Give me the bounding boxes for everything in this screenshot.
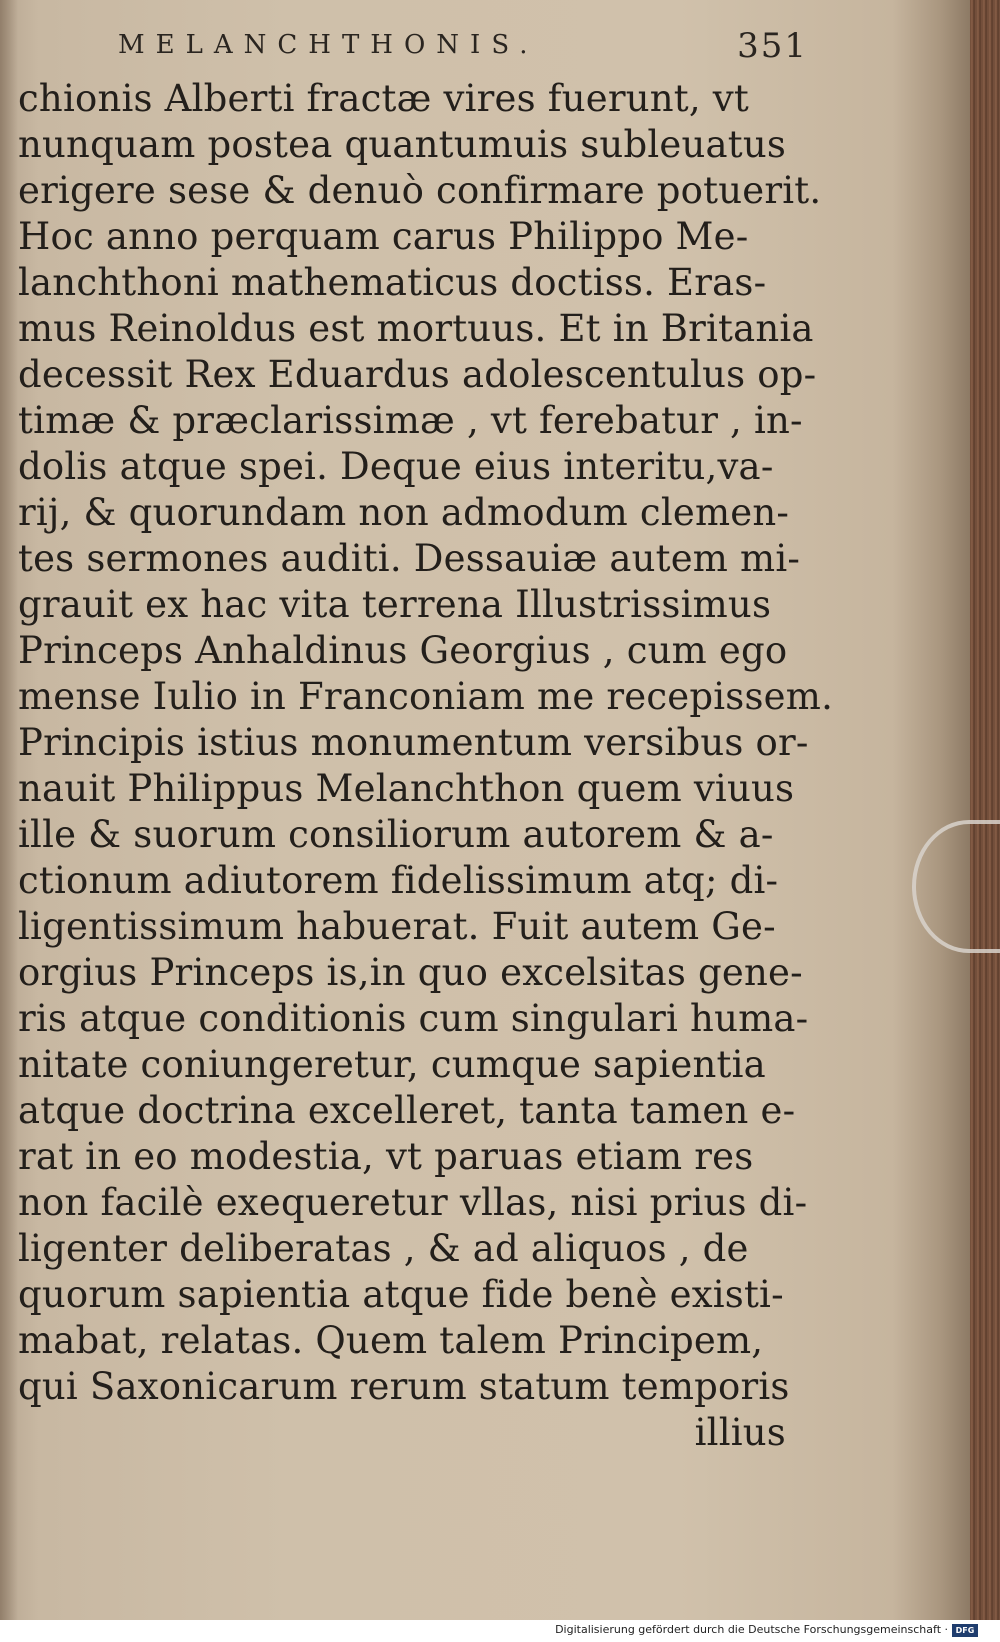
text-line: lanchthoni mathematicus doctiss. Eras- [18, 261, 767, 304]
gutter-shadow [0, 0, 18, 1620]
text-line: orgius Princeps is,in quo excelsitas gene- [18, 951, 803, 994]
text-line: ctionum adiutorem fidelissimum atq; di- [18, 859, 779, 902]
text-line: decessit Rex Eduardus adolescentulus op- [18, 353, 817, 396]
body-text [18, 76, 834, 1456]
text-line: Principis istius monumentum versibus or- [18, 721, 809, 764]
text-line: ris atque conditionis cum singulari huma- [18, 997, 809, 1040]
text-line: chionis Alberti fractæ vires fuerunt, vt [18, 77, 749, 120]
text-line: nauit Philippus Melanchthon quem viuus [18, 767, 795, 810]
page-edge-fore-edge [970, 0, 1000, 1620]
running-head-title: MELANCHTHONIS. [118, 30, 539, 60]
catchword: illius [694, 1411, 786, 1454]
text-line: mense Iulio in Franconiam me recepissem. [18, 675, 834, 718]
text-line: nitate coniungeretur, cumque sapientia [18, 1043, 766, 1086]
text-line: non facilè exequeretur vllas, nisi prius di- [18, 1181, 808, 1224]
text-line: Princeps Anhaldinus Georgius , cum ego [18, 629, 788, 672]
text-line: ligenter deliberatas , & ad aliquos , de [18, 1227, 749, 1270]
digitization-footer [0, 1620, 1000, 1642]
text-line: qui Saxonicarum rerum statum temporis [18, 1365, 790, 1408]
text-line: ligentissimum habuerat. Fuit autem Ge- [18, 905, 776, 948]
text-line: rij, & quorundam non admodum clemen- [18, 491, 790, 534]
page-number: 351 [737, 26, 808, 66]
text-line: mabat, relatas. Quem talem Principem, [18, 1319, 764, 1362]
text-line: mus Reinoldus est mortuus. Et in Britania [18, 307, 814, 350]
text-line: nunquam postea quantumuis subleuatus [18, 123, 787, 166]
text-line: dolis atque spei. Deque eius interitu,va- [18, 445, 774, 488]
funding-credit: Digitalisierung gefördert durch die Deutsche Forschungsgemeinschaft · [555, 1623, 948, 1636]
text-line: erigere sese & denuò confirmare potuerit. [18, 169, 822, 212]
running-head [118, 26, 808, 70]
text-line: Hoc anno perquam carus Philippo Me- [18, 215, 749, 258]
text-line: grauit ex hac vita terrena Illustrissimus [18, 583, 772, 626]
text-line: ille & suorum consiliorum autorem & a- [18, 813, 774, 856]
text-line: atque doctrina excelleret, tanta tamen e- [18, 1089, 796, 1132]
text-line: tes sermones auditi. Dessauiæ autem mi- [18, 537, 801, 580]
text-line: timæ & præclarissimæ , vt ferebatur , in- [18, 399, 803, 442]
text-line: rat in eo modestia, vt paruas etiam res [18, 1135, 754, 1178]
text-line: quorum sapientia atque fide benè existi- [18, 1273, 784, 1316]
dfg-logo: DFG [952, 1624, 978, 1637]
